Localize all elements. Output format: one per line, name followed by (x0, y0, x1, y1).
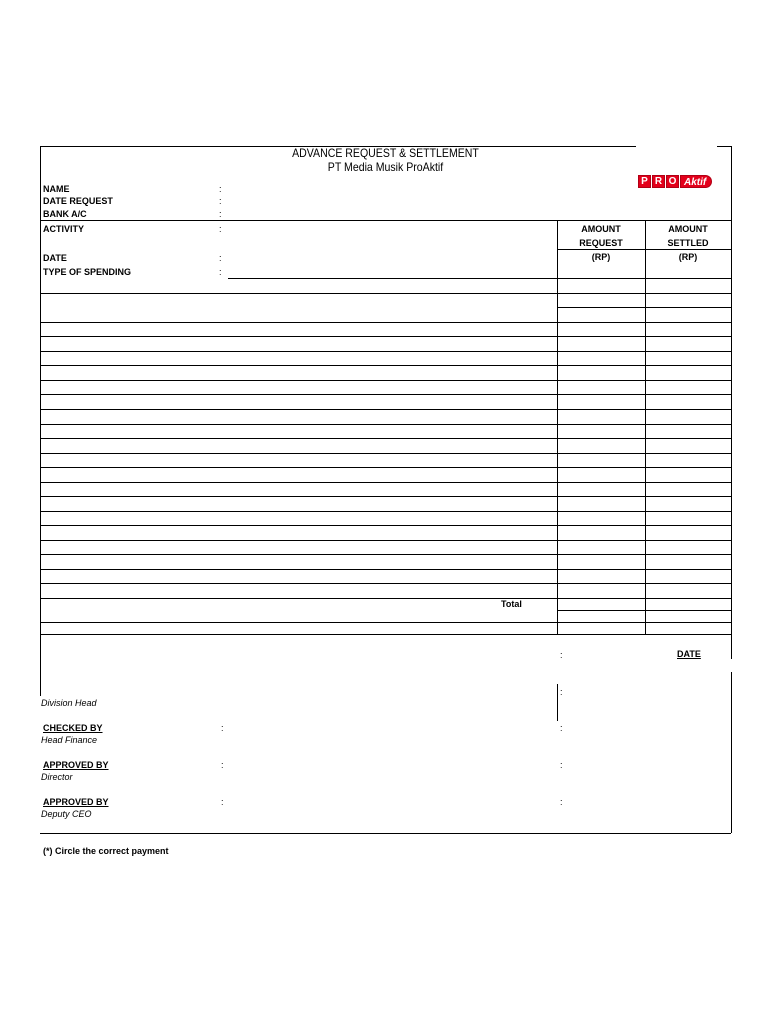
date-label: DATE (43, 253, 67, 263)
date-request-colon: : (219, 196, 222, 206)
frame-bottom-border (40, 833, 731, 834)
column-divider-settled (645, 220, 646, 634)
table-row (40, 496, 731, 497)
table-row (40, 554, 731, 555)
logo-suffix: Aktif (680, 175, 712, 188)
frame-left-border (40, 146, 41, 696)
form-title: ADVANCE REQUEST & SETTLEMENT (292, 146, 479, 160)
approved-by-ceo-label (43, 797, 109, 807)
date-sign-label (677, 649, 701, 659)
checked-by-colon: : (221, 723, 224, 733)
checked-by-text: CHECKED BY (43, 723, 103, 733)
table-row (40, 540, 731, 541)
table-row (40, 394, 731, 395)
table-row (40, 525, 731, 526)
amount-request-header-line1: AMOUNT (581, 224, 621, 234)
checked-by-colon-right: : (560, 723, 563, 733)
table-row (40, 569, 731, 570)
date-sign-colon: : (560, 650, 563, 660)
activity-colon: : (219, 224, 222, 234)
table-row (40, 336, 731, 337)
type-of-spending-colon: : (219, 267, 222, 277)
frame-top-border (40, 146, 636, 147)
table-row (40, 365, 731, 366)
frame-right-border (731, 146, 732, 659)
table-row (40, 409, 731, 410)
approved-by-director-colon: : (221, 760, 224, 770)
deputy-ceo-label: Deputy CEO (41, 809, 92, 819)
amount-settled-header-line1: AMOUNT (668, 224, 708, 234)
logo-letter-r: R (652, 175, 665, 188)
proaktif-logo (638, 175, 712, 188)
table-row (40, 293, 731, 294)
table-row (40, 322, 731, 323)
approved-by-director-text: APPROVED BY (43, 760, 109, 770)
approved-by-director-colon-right: : (560, 760, 563, 770)
amount-request-unit: (RP) (591, 252, 611, 262)
activity-label: ACTIVITY (43, 224, 85, 234)
table-row (40, 583, 731, 584)
amount-settled-unit: (RP) (678, 252, 698, 262)
amount-settled-header-line2: SETTLED (667, 238, 709, 248)
bank-ac-label: BANK A/C (43, 209, 87, 219)
table-row (557, 307, 731, 308)
date-sign-text: DATE (677, 649, 701, 659)
total-label: Total (501, 599, 522, 609)
table-row (40, 351, 731, 352)
name-label: NAME (43, 184, 70, 194)
checked-by-label (43, 723, 103, 733)
company-name: PT Media Musik ProAktif (327, 160, 444, 174)
amount-header-divider (557, 249, 731, 250)
division-colon: : (560, 687, 563, 697)
division-divider (557, 684, 558, 721)
type-of-spending-line (228, 278, 557, 279)
total-inner-line (557, 610, 731, 611)
table-row (40, 438, 731, 439)
table-row (557, 278, 731, 279)
table-row (40, 453, 731, 454)
frame-right-border-lower (731, 672, 732, 833)
table-row (40, 598, 731, 599)
table-row (40, 511, 731, 512)
date-request-label: DATE REQUEST (43, 196, 113, 206)
division-head-label: Division Head (41, 698, 97, 708)
head-finance-label: Head Finance (41, 735, 98, 745)
approved-by-director-label (43, 760, 109, 770)
table-row (40, 482, 731, 483)
date-colon: : (219, 253, 222, 263)
table-row (40, 622, 731, 623)
column-divider-request (557, 220, 558, 634)
logo-letter-p: P (638, 175, 651, 188)
approved-by-ceo-colon-right: : (560, 797, 563, 807)
bank-ac-colon: : (219, 209, 222, 219)
amount-request-header-line2: REQUEST (579, 238, 623, 248)
type-of-spending-label: TYPE OF SPENDING (43, 267, 132, 277)
frame-top-border-right (717, 146, 731, 147)
table-row (40, 380, 731, 381)
logo-letter-o: O (666, 175, 679, 188)
table-row (40, 424, 731, 425)
name-colon: : (219, 184, 222, 194)
footnote: (*) Circle the correct payment (43, 846, 169, 856)
approved-by-ceo-colon: : (221, 797, 224, 807)
director-label: Director (41, 772, 73, 782)
table-bottom-line (40, 634, 731, 635)
approved-by-ceo-text: APPROVED BY (43, 797, 109, 807)
table-row (40, 467, 731, 468)
header-divider (40, 220, 731, 221)
